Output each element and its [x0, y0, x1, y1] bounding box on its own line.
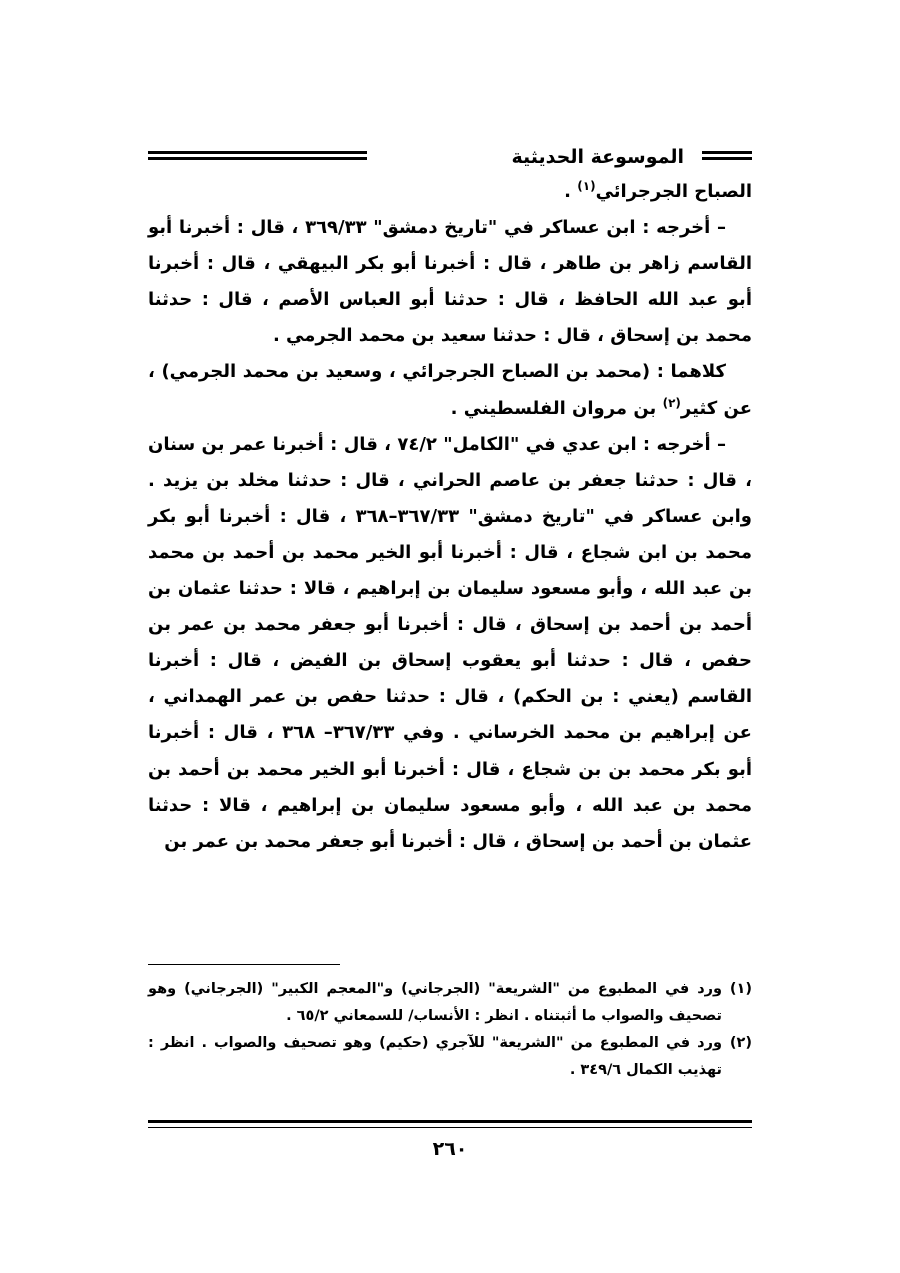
- main-text: [148, 174, 752, 860]
- footnote-ref-2[interactable]: (٢): [662, 395, 681, 410]
- footnote-2-number: (٢): [729, 1035, 752, 1051]
- header-title: الموسوعة الحديثية: [511, 146, 684, 168]
- footnote-1: [148, 976, 752, 1030]
- footnote-ref-1[interactable]: (١): [577, 179, 596, 193]
- footnote-separator: [148, 964, 340, 965]
- paragraph-1-tail: .: [564, 181, 578, 202]
- footnote-1-number: (١): [729, 981, 752, 997]
- footnote-2: [148, 1030, 752, 1084]
- paragraph-1: [148, 174, 752, 210]
- paragraph-4: – أخرجه : ابن عدي في "الكامل" ٧٤/٢ ، قال : أخبرنا عمر بن سنان ، قال : حدثنا جعفر بن عاصم الحراني ، قال : حدثنا مخلد بن يزيد . وابن عساكر في "تاريخ دمشق" ٣٦٧/٣٣–٣٦٨ ، قال : أخبرنا أبو بكر محمد بن ابن شجاع ، قال : أخبرنا أبو الخير محمد بن أحمد بن محمد بن عبد الله ، وأبو مسعود سليمان بن إبراهيم ، قالا : حدثنا عثمان بن أحمد بن أحمد بن إسحاق ، قال : أخبرنا أبو جعفر محمد بن عمر بن حفص ، قال : حدثنا أبو يعقوب إسحاق بن الفيض ، قال : أخبرنا القاسم (يعني : بن الحكم) ، قال : حدثنا حفص بن عمر الهمداني ، عن إبراهيم بن محمد الخرساني . وفي ٣٦٧/٣٣– ٣٦٨ ، قال : أخبرنا أبو بكر محمد بن بن شجاع ، قال : أخبرنا أبو الخير محمد بن أحمد بن محمد بن عبد الله ، وأبو مسعود سليمان بن إبراهيم ، قالا : حدثنا عثمان بن أحمد بن إسحاق ، قال : أخبرنا أبو جعفر محمد بن عمر بن: [148, 433, 752, 852]
- footnote-2-text: ورد في المطبوع من "الشريعة" للآجري (حكيم) وهو تصحيف والصواب . انظر : تهذيب الكمال ٣٤٩/٦ .: [148, 1035, 722, 1078]
- paragraph-3-tail: بن مروان الفلسطيني .: [450, 397, 663, 419]
- footnote-1-text: ورد في المطبوع من "الشريعة" (الجرجاني) و"المعجم الكبير" (الجرجاني) وهو تصحيف والصواب ما أثبتناه . انظر : الأنساب/ للسمعاني ٦٥/٢ .: [148, 981, 722, 1024]
- document-page: [148, 0, 752, 1273]
- footer-rule: [148, 1120, 752, 1132]
- footnotes: [148, 976, 752, 1084]
- paragraph-3-text: كلاهما : (محمد بن الصباح الجرجرائي ، وسعيد بن محمد الجرمي) ، عن كثير: [148, 361, 752, 419]
- header-rule-left: [148, 151, 367, 161]
- header-rule-right: [702, 151, 752, 161]
- running-header: [148, 142, 752, 172]
- paragraph-2: – أخرجه : ابن عساكر في "تاريخ دمشق" ٣٦٩/٣٣ ، قال : أخبرنا أبو القاسم زاهر بن طاهر ، قال : أخبرنا أبو بكر البيهقي ، قال : أخبرنا أبو عبد الله الحافظ ، قال : حدثنا أبو العباس الأصم ، قال : حدثنا محمد بن إسحاق ، قال : حدثنا سعيد بن محمد الجرمي .: [148, 217, 752, 347]
- paragraph-1-text: الصباح الجرجرائي: [595, 181, 752, 202]
- page-number: ٢٦٠: [432, 1138, 468, 1160]
- paragraph-3: [148, 354, 752, 426]
